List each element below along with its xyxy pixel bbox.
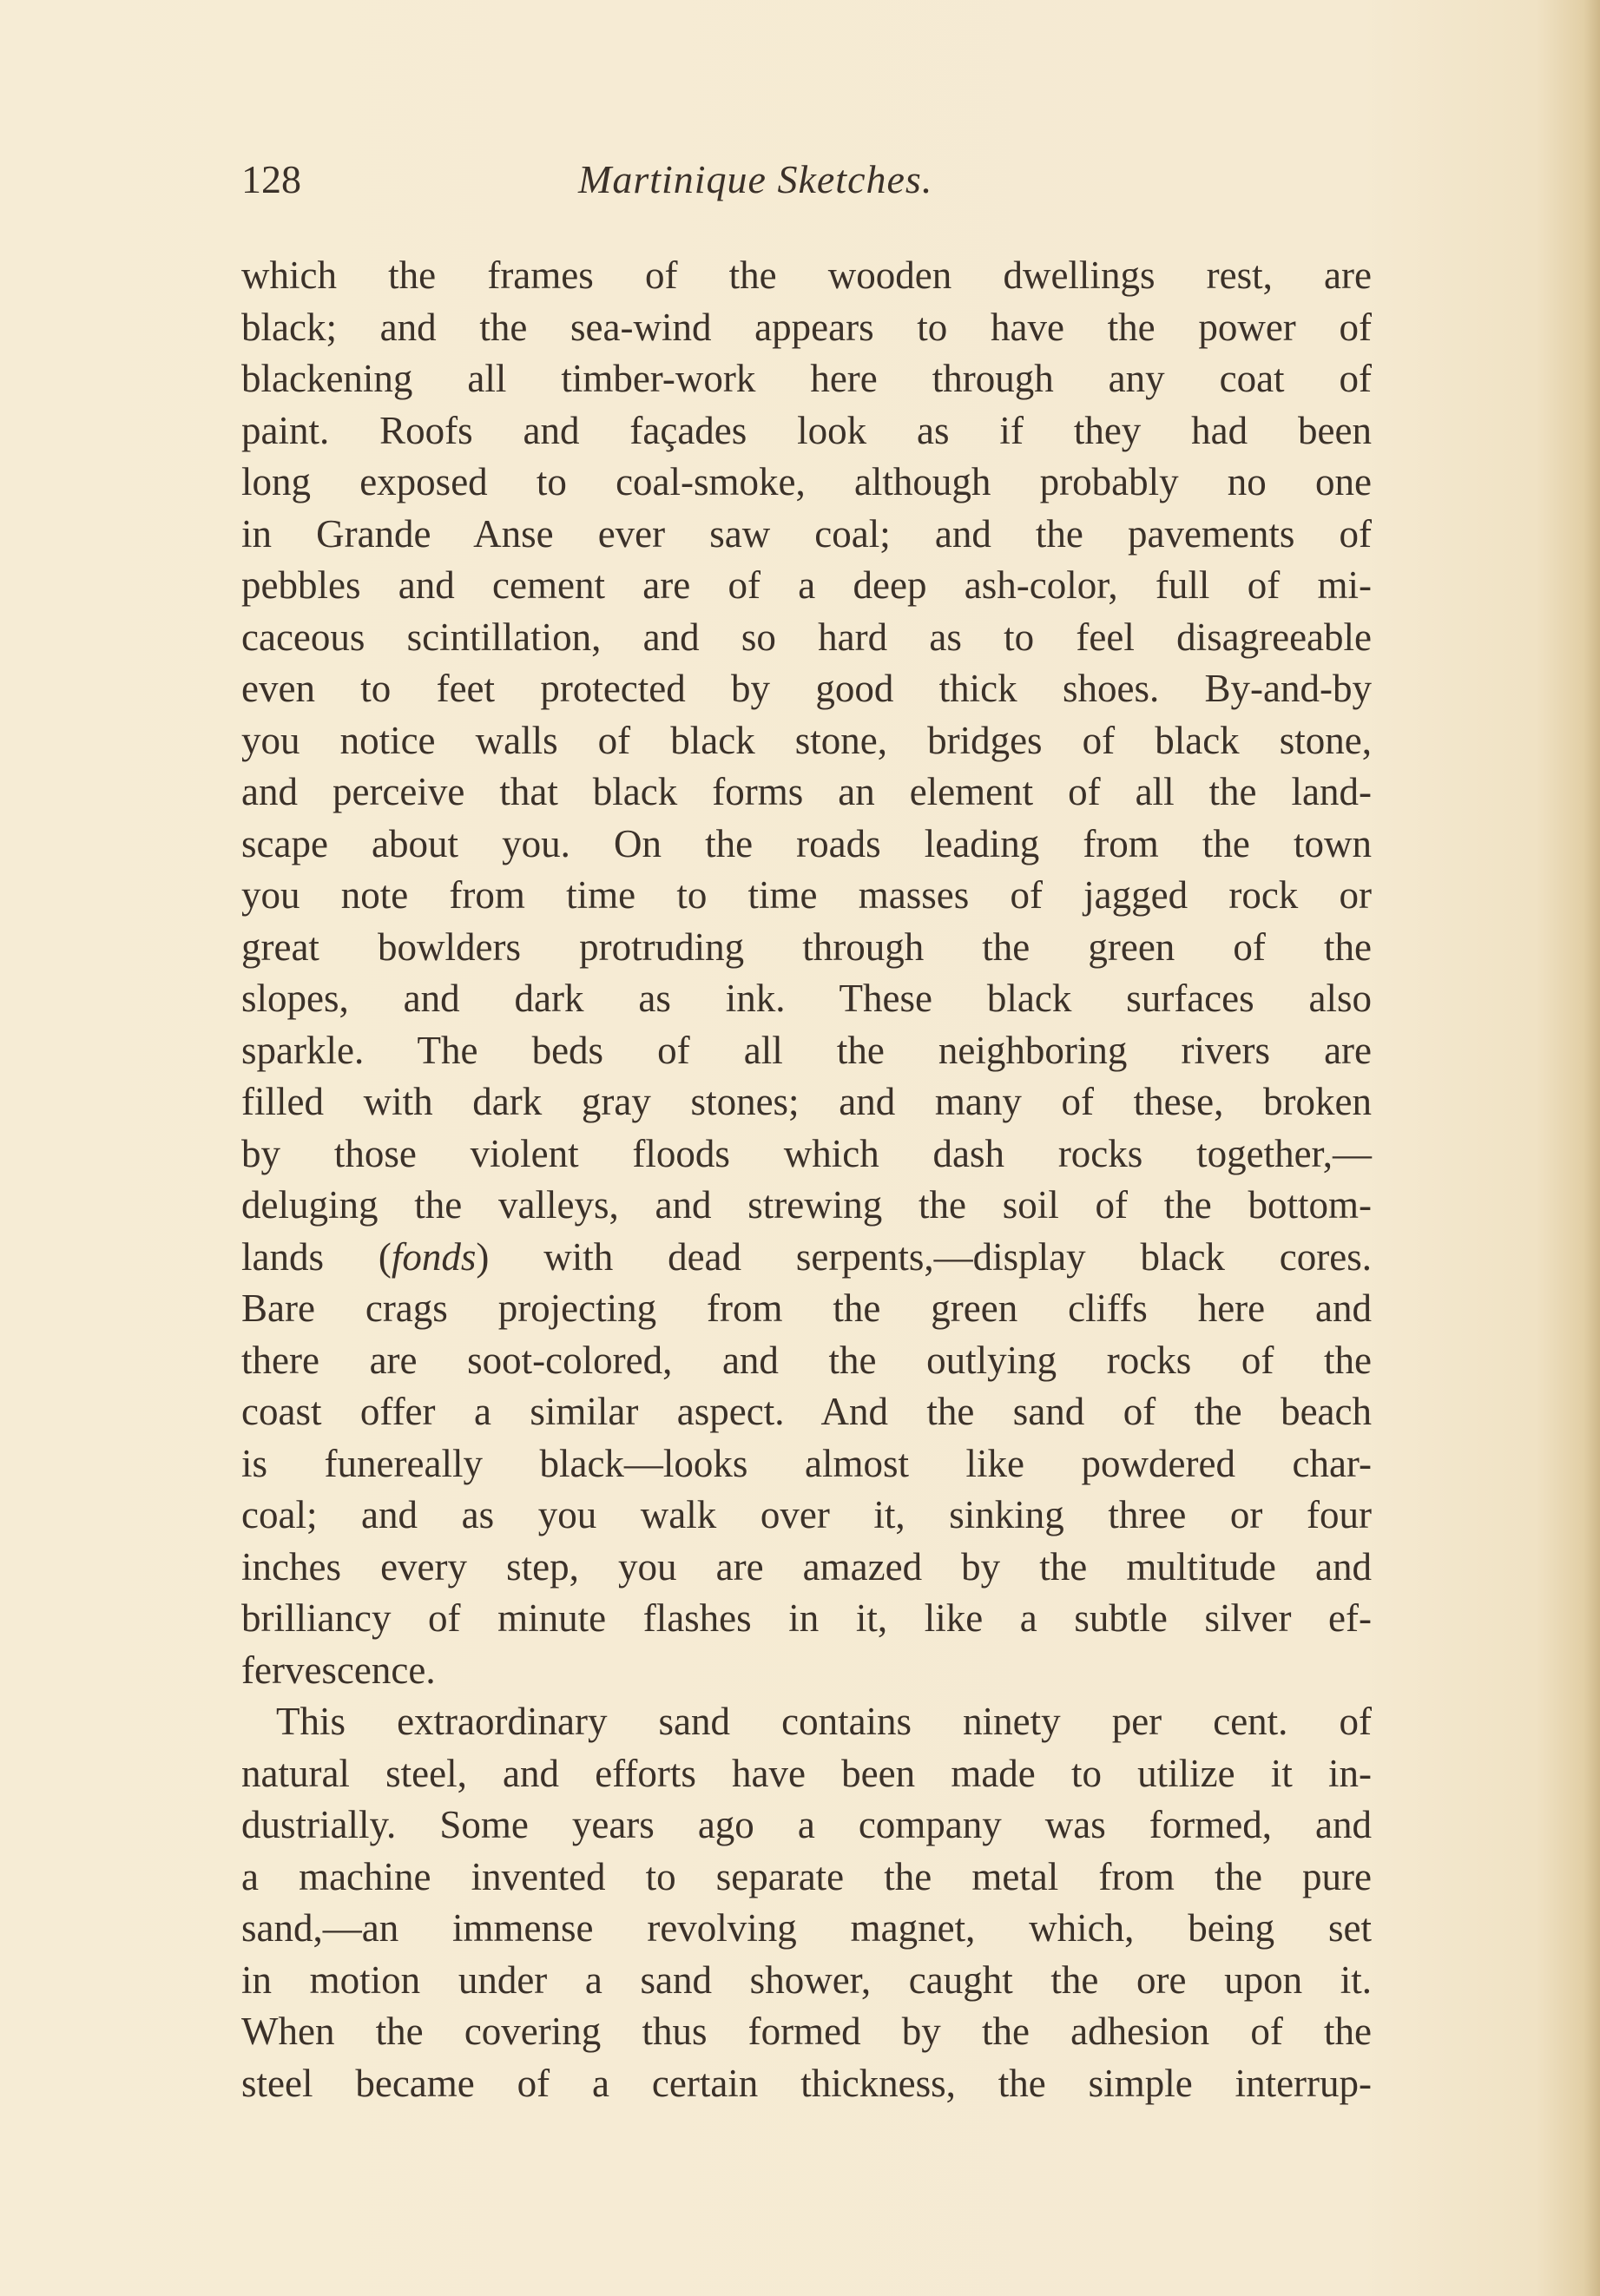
text-line: inches every step, you are amazed by the multitude and <box>241 1544 1372 1589</box>
paragraph-1 <box>241 250 1372 1232</box>
text-line: sand,—an immense revolving magnet, which, being set <box>241 1906 1372 1950</box>
text-line: paint. Roofs and façades look as if they had been <box>241 408 1372 452</box>
text-line: natural steel, and efforts have been made to utilize it in- <box>241 1751 1372 1795</box>
text-line: even to feet protected by good thick shoes. By-and-by <box>241 667 1372 710</box>
text-line: Bare crags projecting from the green cliffs here and <box>241 1286 1372 1330</box>
text-line: you notice walls of black stone, bridges of black stone, <box>241 718 1372 762</box>
italic-term: fonds <box>391 1234 477 1279</box>
text-line: and perceive that black forms an element of all the land- <box>241 770 1372 813</box>
text-line: black; and the sea-wind appears to have the power of <box>241 305 1372 349</box>
text-line: blackening all timber-work here through any coat of <box>241 357 1372 400</box>
text-line: in Grande Anse ever saw coal; and the pavements of <box>241 511 1372 556</box>
text-line: coal; and as you walk over it, sinking three or four <box>241 1493 1372 1536</box>
text-line: in motion under a sand shower, caught the ore upon it. <box>241 1957 1372 2002</box>
text-line: sparkle. The beds of all the neighboring rivers are <box>241 1028 1372 1072</box>
page-number: 128 <box>241 157 301 201</box>
text-line: fervescence. <box>241 1648 436 1692</box>
text-line: coast offer a similar aspect. And the sand of the beach <box>241 1390 1372 1433</box>
text-line: slopes, and dark as ink. These black surfaces also <box>241 977 1372 1020</box>
text-line: is funereally black—looks almost like powdered char- <box>241 1441 1372 1485</box>
text-line: brilliancy of minute flashes in it, like a subtle silver ef- <box>241 1596 1372 1640</box>
text-line <box>241 1232 1372 1284</box>
text-line: a machine invented to separate the metal from the pure <box>241 1854 1372 1898</box>
paragraph-1-continued <box>241 1283 1372 1696</box>
text-segment: ) with dead serpents,—display black cores. <box>476 1234 1372 1279</box>
text-line: great bowlders protruding through the green of the <box>241 924 1372 969</box>
text-segment: lands ( <box>241 1234 392 1279</box>
text-line: which the frames of the wooden dwellings rest, are <box>241 253 1372 297</box>
text-line: pebbles and cement are of a deep ash-color, full of mi- <box>241 563 1372 607</box>
text-line: there are soot-colored, and the outlying rocks of the <box>241 1338 1372 1382</box>
text-line: by those violent floods which dash rocks together,— <box>241 1131 1372 1175</box>
text-line: scape about you. On the roads leading from the town <box>241 821 1372 865</box>
running-header <box>241 156 1372 208</box>
text-line: filled with dark gray stones; and many of these, broken <box>241 1080 1372 1123</box>
text-line: This extraordinary sand contains ninety per cent. of <box>276 1700 1372 1743</box>
text-line: When the covering thus formed by the adhesion of the <box>241 2010 1372 2053</box>
text-line: long exposed to coal-smoke, although probably no one <box>241 460 1372 503</box>
text-line: dustrially. Some years ago a company was formed, and <box>241 1803 1372 1846</box>
running-title: Martinique Sketches. <box>578 157 933 201</box>
text-line: steel became of a certain thickness, the simple interrup- <box>241 2061 1372 2105</box>
text-line: you note from time to time masses of jagged rock or <box>241 873 1372 917</box>
text-line: deluging the valleys, and strewing the soil of the bottom- <box>241 1183 1372 1227</box>
body-text <box>241 250 1372 2109</box>
paragraph-2 <box>241 1696 1372 2109</box>
text-line: caceous scintillation, and so hard as to feel disagreeable <box>241 615 1372 659</box>
